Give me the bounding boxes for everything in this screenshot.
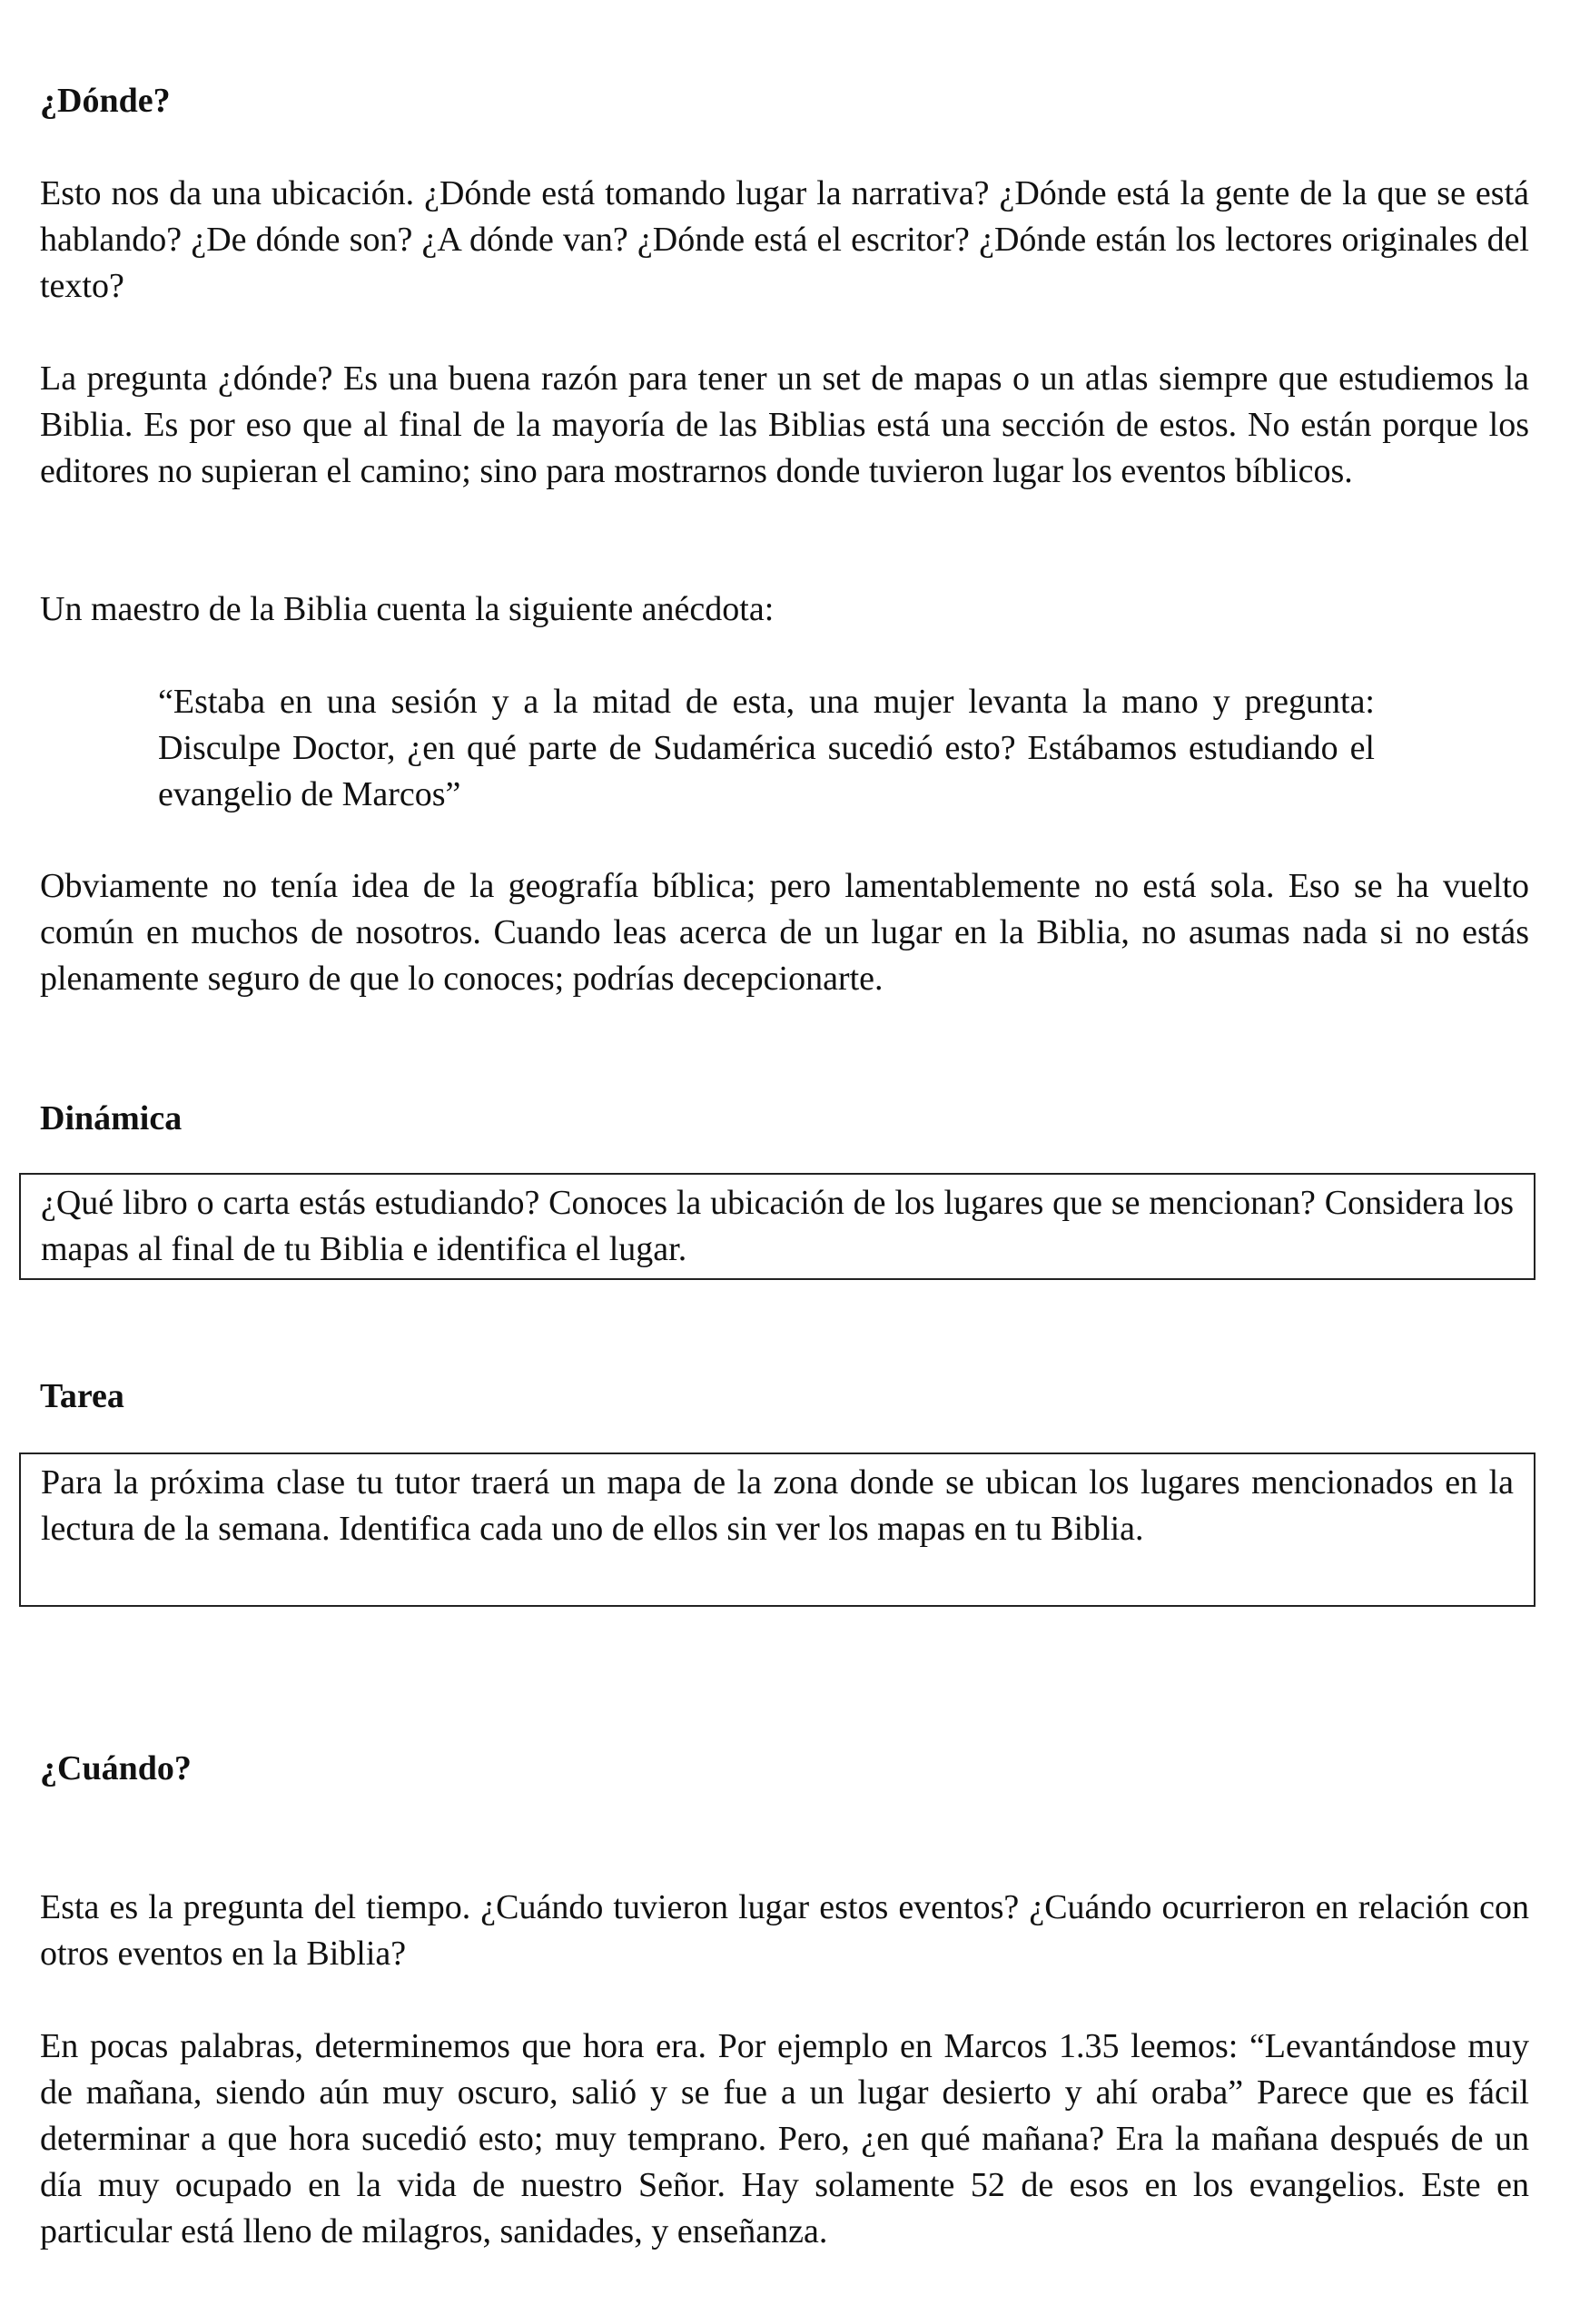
heading-dinamica: Dinámica (40, 1099, 183, 1137)
heading-cuando: ¿Cuándo? (40, 1749, 192, 1787)
paragraph-donde-intro: Esto nos da una ubicación. ¿Dónde está tomando lugar la narrativa? ¿Dónde está la gente de la que se está hablando? ¿De dónde son? ¿A dónde van? ¿Dónde está el escritor? ¿Dónde están los lectores originales del texto? (40, 174, 1529, 305)
paragraph-cuando-intro: Esta es la pregunta del tiempo. ¿Cuándo tuvieron lugar estos eventos? ¿Cuándo ocurrieron en relación con otros eventos en la Biblia? (40, 1888, 1529, 1973)
paragraph-donde-conclusion: Obviamente no tenía idea de la geografía bíblica; pero lamentablemente no está sola. Eso se ha vuelto común en muchos de nosotros. Cuando leas acerca de un lugar en la Biblia, no asumas nada si no estás plenamente seguro de que lo conoces; podrías decepcionarte. (40, 867, 1529, 998)
paragraph-donde-anecdota-intro: Un maestro de la Biblia cuenta la siguiente anécdota: (40, 590, 775, 628)
block-quote: “Estaba en una sesión y a la mitad de esta, una mujer levanta la mano y pregunta: Disculpe Doctor, ¿en qué parte de Sudamérica sucedió esto? Estábamos estudiando el evangelio de Marcos” (158, 683, 1375, 813)
heading-donde: ¿Dónde? (40, 82, 171, 120)
heading-tarea: Tarea (40, 1377, 124, 1415)
paragraph-cuando-ejemplo: En pocas palabras, determinemos que hora era. Por ejemplo en Marcos 1.35 leemos: “Levantándose muy de mañana, siendo aún muy oscuro, salió y se fue a un lugar desierto y ahí oraba” Parece que es fácil determinar a que hora sucedió esto; muy temprano. Pero, ¿en qué mañana? Era la mañana después de un día muy ocupado en la vida de nuestro Señor. Hay solamente 52 de esos en los evangelios. Este en particular está lleno de milagros, sanidades, y enseñanza. (40, 2027, 1529, 2250)
dinamica-text: ¿Qué libro o carta estás estudiando? Conoces la ubicación de los lugares que se mencionan? Considera los mapas al final de tu Biblia e identifica el lugar. (41, 1184, 1514, 1268)
tarea-box (19, 1452, 1535, 1607)
paragraph-donde-mapas: La pregunta ¿dónde? Es una buena razón para tener un set de mapas o un atlas siempre que estudiemos la Biblia. Es por eso que al final de la mayoría de las Biblias está una sección de estos. No están porque los editores no supieran el camino; sino para mostrarnos donde tuvieron lugar los eventos bíblicos. (40, 359, 1529, 490)
dinamica-box (19, 1173, 1535, 1280)
tarea-text: Para la próxima clase tu tutor traerá un mapa de la zona donde se ubican los lugares mencionados en la lectura de la semana. Identifica cada uno de ellos sin ver los mapas en tu Biblia. (41, 1463, 1514, 1548)
